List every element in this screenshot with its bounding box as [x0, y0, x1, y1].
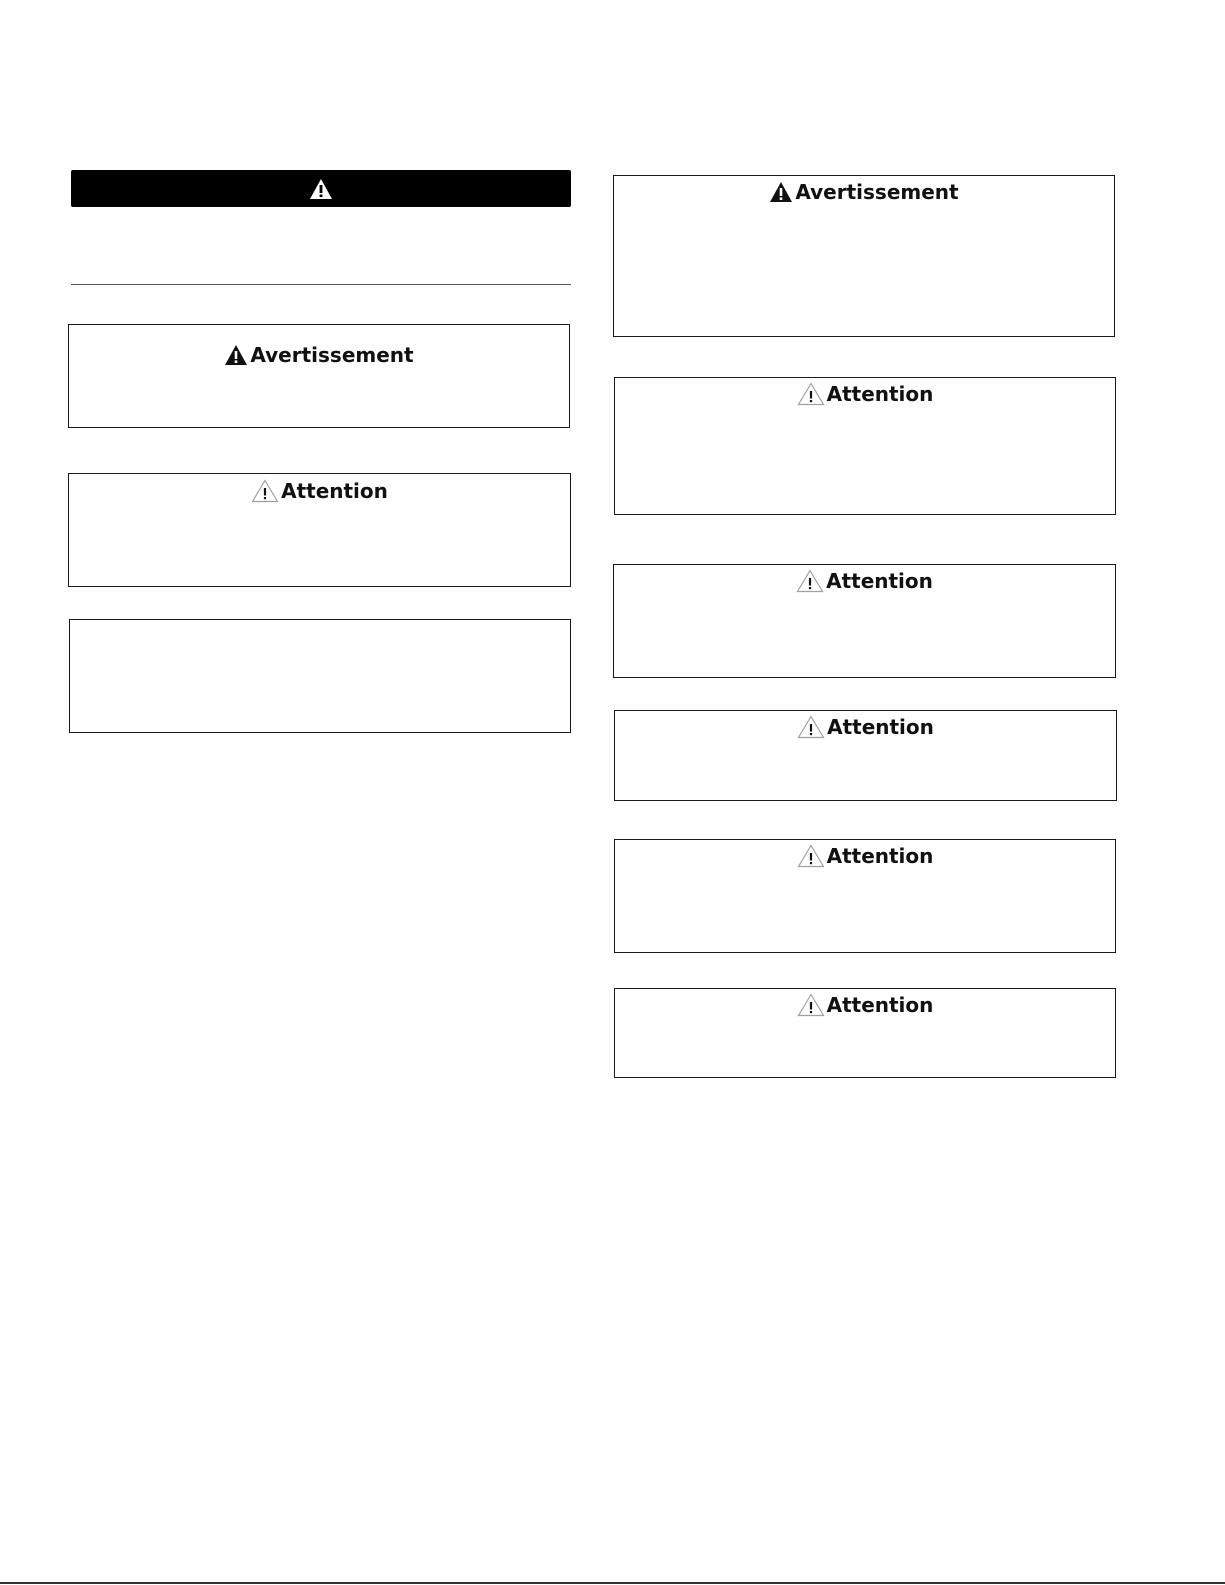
caution-label: Attention	[827, 715, 934, 739]
caution-box-right-4	[614, 839, 1116, 953]
warning-box-header	[69, 343, 569, 367]
warning-triangle-solid-icon	[224, 344, 248, 366]
caution-label: Attention	[826, 993, 934, 1017]
caution-label: Attention	[826, 382, 934, 406]
caution-box-header	[69, 479, 570, 503]
warning-label: Avertissement	[795, 180, 959, 204]
empty-notice-box-left	[69, 619, 571, 733]
caution-triangle-outline-icon	[251, 479, 279, 503]
caution-triangle-outline-icon	[796, 569, 824, 593]
warning-triangle-white-icon	[309, 178, 333, 200]
caution-box-header	[615, 382, 1115, 406]
warning-box-header	[614, 180, 1114, 204]
caution-triangle-outline-icon	[797, 382, 825, 406]
caution-triangle-outline-icon	[797, 993, 825, 1017]
caution-box-left	[68, 473, 571, 587]
caution-box-right-2	[613, 564, 1116, 678]
page-bottom-border	[0, 1582, 1225, 1584]
caution-triangle-outline-icon	[797, 844, 825, 868]
warning-label: Avertissement	[250, 343, 414, 367]
caution-box-header	[615, 844, 1115, 868]
danger-banner	[71, 170, 571, 207]
caution-box-right-5	[614, 988, 1116, 1078]
caution-box-header	[614, 569, 1115, 593]
caution-triangle-outline-icon	[797, 715, 825, 739]
caution-label: Attention	[826, 569, 933, 593]
section-divider	[71, 284, 571, 285]
caution-label: Attention	[826, 844, 934, 868]
caution-box-header	[615, 993, 1115, 1017]
caution-box-right-1	[614, 377, 1116, 515]
caution-label: Attention	[281, 479, 388, 503]
warning-triangle-solid-icon	[769, 181, 793, 203]
caution-box-right-3	[614, 710, 1117, 801]
warning-box-left	[68, 324, 570, 428]
warning-box-right	[613, 175, 1115, 337]
caution-box-header	[615, 715, 1116, 739]
